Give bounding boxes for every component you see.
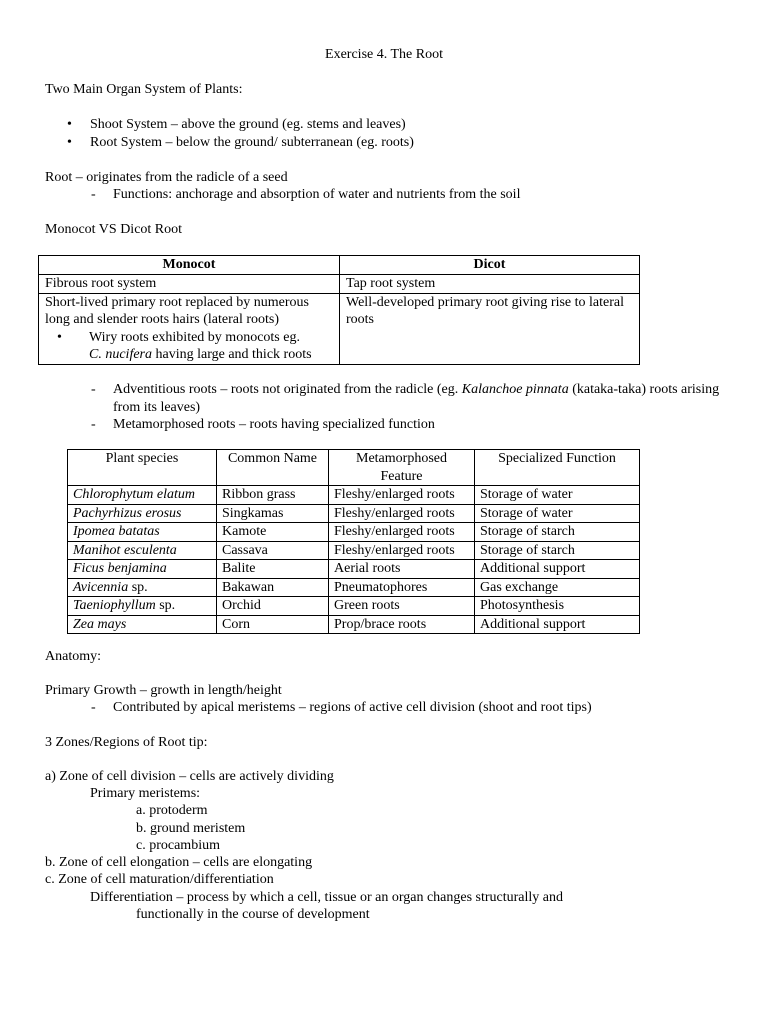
species-name: Zea mays	[73, 616, 127, 632]
example-text: having large and thick roots	[152, 347, 312, 362]
common-cell: Singkamas	[217, 504, 329, 523]
feature-cell: Fleshy/enlarged roots	[329, 541, 475, 560]
text: Adventitious roots – roots not originated from the radicle (eg.	[113, 382, 462, 397]
monocot-dicot-table	[38, 255, 640, 365]
species-cell	[68, 578, 217, 597]
species-cell	[68, 504, 217, 523]
species-suffix: sp.	[155, 598, 176, 613]
species-name: Taeniophyllum	[73, 598, 156, 613]
differentiation-line-1: Differentiation – process by which a cell, tissue or an organ changes structurally and	[90, 890, 564, 905]
table-header: Plant species	[68, 450, 217, 486]
differentiation-line-2: functionally in the course of development	[136, 907, 370, 922]
function-cell: Storage of starch	[475, 523, 640, 542]
table-header: Common Name	[217, 450, 329, 486]
function-cell: Photosynthesis	[475, 597, 640, 616]
list-item: • Root System – below the ground/ subterranean (eg. roots)	[90, 134, 414, 152]
monocot-description: Short-lived primary root replaced by numerous long and slender roots hairs (lateral roots)	[45, 294, 309, 327]
common-cell: Bakawan	[217, 578, 329, 597]
table-header: Monocot	[39, 256, 340, 275]
primary-meristems: Primary meristems:	[90, 786, 201, 801]
metamorphosed-roots: - Metamorphosed roots – roots having specialized function	[113, 416, 435, 434]
species-cell	[68, 541, 217, 560]
table-cell	[39, 293, 340, 364]
table-row	[39, 275, 640, 294]
common-cell: Ribbon grass	[217, 486, 329, 505]
feature-cell: Green roots	[329, 597, 475, 616]
table-row	[68, 523, 640, 542]
function-cell: Gas exchange	[475, 578, 640, 597]
table-row	[68, 560, 640, 579]
table-row	[68, 541, 640, 560]
list-item: • Shoot System – above the ground (eg. stems and leaves)	[90, 116, 406, 134]
function-cell: Storage of water	[475, 486, 640, 505]
common-cell: Orchid	[217, 597, 329, 616]
table-cell: Tap root system	[340, 275, 640, 294]
apical-meristems: - Contributed by apical meristems – regions of active cell division (shoot and root tips)	[113, 699, 592, 717]
species-cell	[68, 523, 217, 542]
meristem-item: b. ground meristem	[136, 821, 246, 836]
feature-cell: Fleshy/enlarged roots	[329, 504, 475, 523]
anatomy-heading: Anatomy:	[45, 649, 101, 664]
feature-cell: Fleshy/enlarged roots	[329, 523, 475, 542]
meristem-item: a. protoderm	[136, 803, 208, 818]
species-name: Ipomea batatas	[73, 524, 160, 539]
table-row	[68, 504, 640, 523]
table-row	[68, 615, 640, 634]
species-name: Chlorophytum elatum	[73, 487, 195, 502]
organ-systems-heading: Two Main Organ System of Plants:	[45, 82, 243, 97]
species-suffix: sp.	[128, 579, 148, 595]
species-cell	[68, 486, 217, 505]
zone-cell-division: a) Zone of cell division – cells are actively dividing	[45, 769, 334, 784]
common-cell: Cassava	[217, 541, 329, 560]
example-text: Wiry roots exhibited by monocots eg.	[89, 329, 300, 345]
species-cell	[68, 597, 217, 616]
table-row	[68, 486, 640, 505]
common-cell: Balite	[217, 560, 329, 579]
metamorphosed-roots-table	[67, 449, 640, 634]
species-name: Kalanchoe pinnata	[461, 382, 569, 397]
function-cell: Storage of water	[475, 504, 640, 523]
compare-heading: Monocot VS Dicot Root	[45, 222, 183, 237]
species-name: Pachyrhizus erosus	[73, 505, 182, 521]
table-row	[68, 597, 640, 616]
page-title: Exercise 4. The Root	[325, 47, 443, 62]
table-row	[68, 578, 640, 597]
meristem-item: c. procambium	[136, 838, 220, 853]
table-cell: Well-developed primary root giving rise to lateral roots	[340, 293, 640, 364]
species-name: Ficus benjamina	[73, 561, 167, 576]
text: (kataka-taka) roots arising from its leaves)	[113, 382, 720, 415]
feature-cell: Prop/brace roots	[329, 615, 475, 634]
monocot-example	[45, 329, 333, 364]
species-cell	[68, 560, 217, 579]
table-header: Specialized Function	[475, 450, 640, 486]
adventitious-roots	[113, 381, 733, 416]
zone-cell-maturation: c. Zone of cell maturation/differentiation	[45, 872, 274, 887]
table-row	[39, 293, 640, 364]
feature-cell: Pneumatophores	[329, 578, 475, 597]
common-cell: Kamote	[217, 523, 329, 542]
common-cell: Corn	[217, 615, 329, 634]
feature-cell: Aerial roots	[329, 560, 475, 579]
root-definition: Root – originates from the radicle of a seed	[45, 170, 288, 185]
table-cell: Fibrous root system	[39, 275, 340, 294]
primary-growth: Primary Growth – growth in length/height	[45, 683, 282, 698]
species-name: Manihot esculenta	[73, 542, 177, 558]
table-header: Metamorphosed Feature	[329, 450, 475, 486]
zones-heading: 3 Zones/Regions of Root tip:	[45, 735, 208, 750]
feature-cell: Fleshy/enlarged roots	[329, 486, 475, 505]
species-cell	[68, 615, 217, 634]
species-name: C. nucifera	[89, 347, 152, 362]
root-functions: - Functions: anchorage and absorption of water and nutrients from the soil	[113, 186, 520, 204]
function-cell: Additional support	[475, 615, 640, 634]
zone-cell-elongation: b. Zone of cell elongation – cells are elongating	[45, 855, 313, 870]
table-header: Dicot	[340, 256, 640, 275]
function-cell: Additional support	[475, 560, 640, 579]
species-name: Avicennia	[73, 579, 129, 595]
function-cell: Storage of starch	[475, 541, 640, 560]
